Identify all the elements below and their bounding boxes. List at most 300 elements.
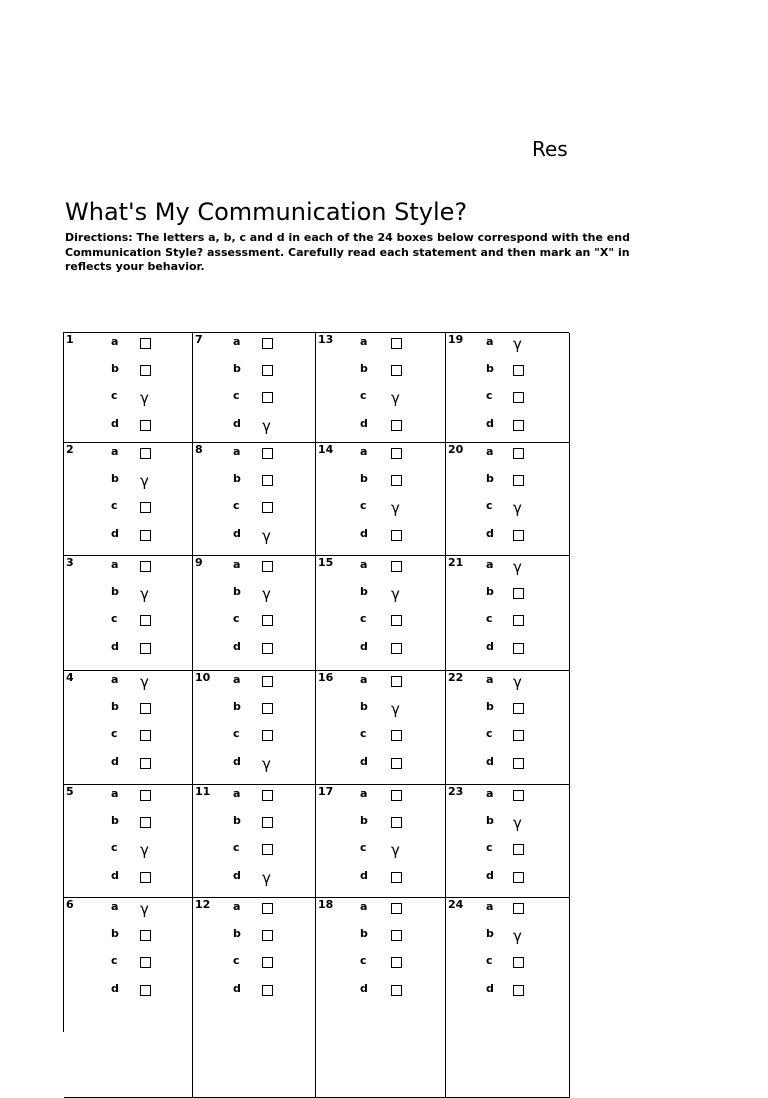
option-letter: a xyxy=(360,558,368,571)
empty-checkbox-icon xyxy=(391,790,402,801)
option-letter: c xyxy=(360,841,367,854)
option-letter: c xyxy=(360,727,367,740)
empty-checkbox-icon xyxy=(391,365,402,376)
checkbox[interactable] xyxy=(140,502,151,516)
empty-checkbox-icon xyxy=(140,758,151,769)
option-letter: d xyxy=(111,755,119,768)
question-number: 18 xyxy=(318,898,334,911)
empty-checkbox-icon xyxy=(391,872,402,883)
question-cell xyxy=(193,556,316,671)
empty-checkbox-icon xyxy=(262,338,273,349)
option-letter: c xyxy=(233,389,240,402)
checkbox[interactable] xyxy=(513,844,524,858)
checkbox[interactable] xyxy=(391,985,402,999)
question-cell xyxy=(64,898,193,1098)
option-letter: c xyxy=(360,612,367,625)
option-letter: d xyxy=(233,869,241,882)
option-letter: d xyxy=(486,869,494,882)
selected-mark-icon[interactable]: γ xyxy=(262,417,271,435)
checkbox[interactable] xyxy=(262,985,273,999)
question-cell xyxy=(316,671,446,785)
question-cell xyxy=(316,556,446,671)
option-letter: a xyxy=(360,900,368,913)
checkbox[interactable] xyxy=(140,730,151,744)
selected-mark-icon[interactable]: γ xyxy=(513,499,522,517)
selected-mark-icon[interactable]: γ xyxy=(262,527,271,545)
checkbox[interactable] xyxy=(391,676,402,690)
option-letter: c xyxy=(111,954,118,967)
option-letter: b xyxy=(360,585,368,598)
question-number: 1 xyxy=(66,333,74,346)
checkbox[interactable] xyxy=(391,561,402,575)
checkbox[interactable] xyxy=(140,643,151,657)
option-letter: d xyxy=(111,982,119,995)
option-letter: c xyxy=(111,727,118,740)
option-letter: a xyxy=(486,558,494,571)
selected-mark-icon[interactable]: γ xyxy=(140,585,149,603)
option-letter: b xyxy=(360,472,368,485)
option-letter: b xyxy=(233,472,241,485)
question-cell xyxy=(193,443,316,556)
option-letter: a xyxy=(233,900,241,913)
checkbox[interactable] xyxy=(391,420,402,434)
empty-checkbox-icon xyxy=(140,338,151,349)
checkbox[interactable] xyxy=(140,790,151,804)
option-letter: b xyxy=(360,814,368,827)
selected-mark-icon[interactable]: γ xyxy=(140,900,149,918)
checkbox[interactable] xyxy=(391,903,402,917)
empty-checkbox-icon xyxy=(140,817,151,828)
question-cell xyxy=(316,443,446,556)
checkbox[interactable] xyxy=(262,703,273,717)
directions-line: Directions: The letters a, b, c and d in each of the 24 boxes below correspond with the end xyxy=(65,231,630,244)
option-letter: d xyxy=(233,417,241,430)
empty-checkbox-icon xyxy=(262,903,273,914)
option-letter: b xyxy=(486,472,494,485)
option-letter: b xyxy=(111,362,119,375)
option-letter: c xyxy=(486,841,493,854)
option-letter: d xyxy=(486,755,494,768)
empty-checkbox-icon xyxy=(262,730,273,741)
question-cell xyxy=(316,898,446,1098)
empty-checkbox-icon xyxy=(140,730,151,741)
question-number: 17 xyxy=(318,785,334,798)
option-letter: b xyxy=(111,927,119,940)
checkbox[interactable] xyxy=(513,643,524,657)
question-cell xyxy=(446,333,570,443)
option-letter: b xyxy=(360,700,368,713)
checkbox[interactable] xyxy=(513,957,524,971)
checkbox[interactable] xyxy=(140,817,151,831)
checkbox[interactable] xyxy=(513,790,524,804)
option-letter: c xyxy=(486,954,493,967)
question-cell xyxy=(193,898,316,1098)
option-letter: a xyxy=(360,787,368,800)
checkbox[interactable] xyxy=(262,338,273,352)
option-letter: a xyxy=(486,335,494,348)
directions-text xyxy=(65,231,765,275)
option-letter: b xyxy=(360,927,368,940)
option-letter: a xyxy=(486,787,494,800)
checkbox[interactable] xyxy=(140,561,151,575)
question-number: 24 xyxy=(448,898,464,911)
option-letter: a xyxy=(111,673,119,686)
checkbox[interactable] xyxy=(513,872,524,886)
option-letter: a xyxy=(486,673,494,686)
checkbox[interactable] xyxy=(140,365,151,379)
empty-checkbox-icon xyxy=(513,588,524,599)
header-partial-text: Res xyxy=(532,137,568,161)
option-letter: d xyxy=(233,527,241,540)
option-letter: d xyxy=(486,640,494,653)
option-letter: c xyxy=(486,389,493,402)
question-number: 15 xyxy=(318,556,334,569)
selected-mark-icon[interactable]: γ xyxy=(513,558,522,576)
checkbox[interactable] xyxy=(262,957,273,971)
option-letter: d xyxy=(360,527,368,540)
question-cell xyxy=(316,333,446,443)
empty-checkbox-icon xyxy=(262,365,273,376)
option-letter: b xyxy=(111,700,119,713)
question-number: 11 xyxy=(195,785,211,798)
empty-checkbox-icon xyxy=(262,615,273,626)
question-number: 2 xyxy=(66,443,74,456)
question-cell xyxy=(64,333,193,443)
response-grid xyxy=(63,332,569,1032)
empty-checkbox-icon xyxy=(140,643,151,654)
empty-checkbox-icon xyxy=(140,561,151,572)
empty-checkbox-icon xyxy=(391,903,402,914)
checkbox[interactable] xyxy=(262,817,273,831)
empty-checkbox-icon xyxy=(262,643,273,654)
empty-checkbox-icon xyxy=(262,817,273,828)
question-number: 22 xyxy=(448,671,464,684)
checkbox[interactable] xyxy=(262,844,273,858)
option-letter: a xyxy=(360,445,368,458)
option-letter: a xyxy=(111,900,119,913)
question-cell xyxy=(446,556,570,671)
checkbox[interactable] xyxy=(262,365,273,379)
empty-checkbox-icon xyxy=(262,561,273,572)
checkbox[interactable] xyxy=(391,475,402,489)
empty-checkbox-icon xyxy=(262,475,273,486)
empty-checkbox-icon xyxy=(513,392,524,403)
selected-mark-icon[interactable]: γ xyxy=(140,472,149,490)
option-letter: a xyxy=(233,335,241,348)
selected-mark-icon[interactable]: γ xyxy=(140,389,149,407)
checkbox[interactable] xyxy=(140,530,151,544)
checkbox[interactable] xyxy=(391,758,402,772)
option-letter: a xyxy=(233,445,241,458)
question-number: 6 xyxy=(66,898,74,911)
empty-checkbox-icon xyxy=(262,985,273,996)
checkbox[interactable] xyxy=(391,338,402,352)
selected-mark-icon[interactable]: γ xyxy=(140,673,149,691)
checkbox[interactable] xyxy=(140,338,151,352)
option-letter: b xyxy=(111,585,119,598)
option-letter: c xyxy=(233,954,240,967)
checkbox[interactable] xyxy=(513,588,524,602)
empty-checkbox-icon xyxy=(513,985,524,996)
selected-mark-icon[interactable]: γ xyxy=(391,841,400,859)
directions-line: reflects your behavior. xyxy=(65,260,205,273)
checkbox[interactable] xyxy=(513,903,524,917)
option-letter: d xyxy=(111,527,119,540)
selected-mark-icon[interactable]: γ xyxy=(262,585,271,603)
option-letter: a xyxy=(111,445,119,458)
option-letter: d xyxy=(233,640,241,653)
empty-checkbox-icon xyxy=(262,502,273,513)
checkbox[interactable] xyxy=(391,643,402,657)
option-letter: d xyxy=(360,982,368,995)
empty-checkbox-icon xyxy=(391,338,402,349)
checkbox[interactable] xyxy=(140,930,151,944)
option-letter: d xyxy=(111,640,119,653)
checkbox[interactable] xyxy=(262,643,273,657)
checkbox[interactable] xyxy=(140,758,151,772)
checkbox[interactable] xyxy=(391,930,402,944)
empty-checkbox-icon xyxy=(140,502,151,513)
empty-checkbox-icon xyxy=(513,530,524,541)
option-letter: d xyxy=(111,417,119,430)
checkbox[interactable] xyxy=(513,703,524,717)
question-number: 14 xyxy=(318,443,334,456)
selected-mark-icon[interactable]: γ xyxy=(391,499,400,517)
question-cell xyxy=(316,785,446,898)
checkbox[interactable] xyxy=(262,903,273,917)
checkbox[interactable] xyxy=(140,872,151,886)
option-letter: d xyxy=(486,982,494,995)
checkbox[interactable] xyxy=(513,392,524,406)
empty-checkbox-icon xyxy=(140,790,151,801)
option-letter: b xyxy=(233,927,241,940)
question-cell xyxy=(193,333,316,443)
checkbox[interactable] xyxy=(391,817,402,831)
checkbox[interactable] xyxy=(262,615,273,629)
question-number: 21 xyxy=(448,556,464,569)
empty-checkbox-icon xyxy=(391,817,402,828)
empty-checkbox-icon xyxy=(140,957,151,968)
empty-checkbox-icon xyxy=(391,475,402,486)
empty-checkbox-icon xyxy=(140,930,151,941)
option-letter: b xyxy=(233,362,241,375)
option-letter: c xyxy=(233,727,240,740)
option-letter: a xyxy=(360,673,368,686)
empty-checkbox-icon xyxy=(391,448,402,459)
checkbox[interactable] xyxy=(391,530,402,544)
checkbox[interactable] xyxy=(262,502,273,516)
question-cell xyxy=(64,443,193,556)
option-letter: a xyxy=(111,335,119,348)
selected-mark-icon[interactable]: γ xyxy=(262,869,271,887)
option-letter: b xyxy=(486,585,494,598)
checkbox[interactable] xyxy=(140,448,151,462)
checkbox[interactable] xyxy=(140,957,151,971)
directions-line: Communication Style? assessment. Carefully read each statement and then mark an "X" in xyxy=(65,245,630,259)
question-cell xyxy=(64,785,193,898)
option-letter: c xyxy=(486,727,493,740)
empty-checkbox-icon xyxy=(391,676,402,687)
checkbox[interactable] xyxy=(391,957,402,971)
empty-checkbox-icon xyxy=(391,957,402,968)
checkbox[interactable] xyxy=(140,615,151,629)
empty-checkbox-icon xyxy=(262,448,273,459)
empty-checkbox-icon xyxy=(513,703,524,714)
empty-checkbox-icon xyxy=(262,392,273,403)
empty-checkbox-icon xyxy=(391,985,402,996)
option-letter: c xyxy=(360,499,367,512)
checkbox[interactable] xyxy=(262,790,273,804)
checkbox[interactable] xyxy=(391,730,402,744)
option-letter: b xyxy=(233,814,241,827)
checkbox[interactable] xyxy=(262,930,273,944)
option-letter: b xyxy=(486,814,494,827)
option-letter: d xyxy=(486,417,494,430)
option-letter: a xyxy=(486,900,494,913)
option-letter: a xyxy=(111,558,119,571)
question-number: 12 xyxy=(195,898,211,911)
checkbox[interactable] xyxy=(262,448,273,462)
option-letter: a xyxy=(233,673,241,686)
checkbox[interactable] xyxy=(513,420,524,434)
empty-checkbox-icon xyxy=(262,676,273,687)
option-letter: b xyxy=(486,362,494,375)
selected-mark-icon[interactable]: γ xyxy=(391,389,400,407)
page-title: What's My Communication Style? xyxy=(65,198,468,226)
option-letter: c xyxy=(111,389,118,402)
empty-checkbox-icon xyxy=(513,844,524,855)
empty-checkbox-icon xyxy=(140,703,151,714)
empty-checkbox-icon xyxy=(391,530,402,541)
question-number: 8 xyxy=(195,443,203,456)
option-letter: a xyxy=(233,787,241,800)
option-letter: b xyxy=(233,585,241,598)
option-letter: d xyxy=(111,869,119,882)
checkbox[interactable] xyxy=(140,703,151,717)
checkbox[interactable] xyxy=(140,420,151,434)
option-letter: a xyxy=(360,335,368,348)
checkbox[interactable] xyxy=(513,615,524,629)
checkbox[interactable] xyxy=(391,790,402,804)
checkbox[interactable] xyxy=(513,530,524,544)
checkbox[interactable] xyxy=(262,392,273,406)
selected-mark-icon[interactable]: γ xyxy=(262,755,271,773)
question-cell xyxy=(64,556,193,671)
selected-mark-icon[interactable]: γ xyxy=(391,585,400,603)
option-letter: d xyxy=(360,869,368,882)
question-cell xyxy=(446,671,570,785)
option-letter: b xyxy=(486,927,494,940)
empty-checkbox-icon xyxy=(140,365,151,376)
option-letter: b xyxy=(360,362,368,375)
question-number: 3 xyxy=(66,556,74,569)
checkbox[interactable] xyxy=(262,475,273,489)
selected-mark-icon[interactable]: γ xyxy=(391,700,400,718)
checkbox[interactable] xyxy=(513,448,524,462)
question-cell xyxy=(446,785,570,898)
checkbox[interactable] xyxy=(262,730,273,744)
selected-mark-icon[interactable]: γ xyxy=(513,927,522,945)
question-number: 4 xyxy=(66,671,74,684)
selected-mark-icon[interactable]: γ xyxy=(513,673,522,691)
option-letter: c xyxy=(486,499,493,512)
checkbox[interactable] xyxy=(391,615,402,629)
checkbox[interactable] xyxy=(391,365,402,379)
empty-checkbox-icon xyxy=(513,365,524,376)
empty-checkbox-icon xyxy=(391,930,402,941)
empty-checkbox-icon xyxy=(513,903,524,914)
option-letter: c xyxy=(111,841,118,854)
option-letter: d xyxy=(360,755,368,768)
option-letter: c xyxy=(233,612,240,625)
empty-checkbox-icon xyxy=(513,420,524,431)
checkbox[interactable] xyxy=(391,448,402,462)
option-letter: c xyxy=(486,612,493,625)
empty-checkbox-icon xyxy=(140,420,151,431)
question-cell xyxy=(64,671,193,785)
selected-mark-icon[interactable]: γ xyxy=(140,841,149,859)
option-letter: c xyxy=(111,499,118,512)
empty-checkbox-icon xyxy=(140,615,151,626)
selected-mark-icon[interactable]: γ xyxy=(513,335,522,353)
empty-checkbox-icon xyxy=(513,615,524,626)
empty-checkbox-icon xyxy=(140,530,151,541)
question-number: 13 xyxy=(318,333,334,346)
empty-checkbox-icon xyxy=(140,448,151,459)
option-letter: c xyxy=(111,612,118,625)
selected-mark-icon[interactable]: γ xyxy=(513,814,522,832)
empty-checkbox-icon xyxy=(262,790,273,801)
option-letter: b xyxy=(486,700,494,713)
option-letter: b xyxy=(111,472,119,485)
option-letter: b xyxy=(233,700,241,713)
option-letter: a xyxy=(233,558,241,571)
empty-checkbox-icon xyxy=(391,730,402,741)
checkbox[interactable] xyxy=(391,872,402,886)
question-number: 7 xyxy=(195,333,203,346)
empty-checkbox-icon xyxy=(391,643,402,654)
checkbox[interactable] xyxy=(140,985,151,999)
empty-checkbox-icon xyxy=(391,615,402,626)
checkbox[interactable] xyxy=(513,730,524,744)
empty-checkbox-icon xyxy=(391,758,402,769)
option-letter: d xyxy=(233,755,241,768)
empty-checkbox-icon xyxy=(513,758,524,769)
checkbox[interactable] xyxy=(262,561,273,575)
question-number: 20 xyxy=(448,443,464,456)
checkbox[interactable] xyxy=(513,365,524,379)
question-number: 19 xyxy=(448,333,464,346)
empty-checkbox-icon xyxy=(513,475,524,486)
checkbox[interactable] xyxy=(513,985,524,999)
question-cell xyxy=(446,898,570,1098)
empty-checkbox-icon xyxy=(262,930,273,941)
question-number: 9 xyxy=(195,556,203,569)
empty-checkbox-icon xyxy=(262,703,273,714)
checkbox[interactable] xyxy=(262,676,273,690)
option-letter: d xyxy=(360,417,368,430)
option-letter: c xyxy=(233,841,240,854)
empty-checkbox-icon xyxy=(262,957,273,968)
option-letter: c xyxy=(360,389,367,402)
empty-checkbox-icon xyxy=(513,872,524,883)
checkbox[interactable] xyxy=(513,475,524,489)
checkbox[interactable] xyxy=(513,758,524,772)
option-letter: c xyxy=(360,954,367,967)
option-letter: d xyxy=(486,527,494,540)
empty-checkbox-icon xyxy=(262,844,273,855)
empty-checkbox-icon xyxy=(513,957,524,968)
